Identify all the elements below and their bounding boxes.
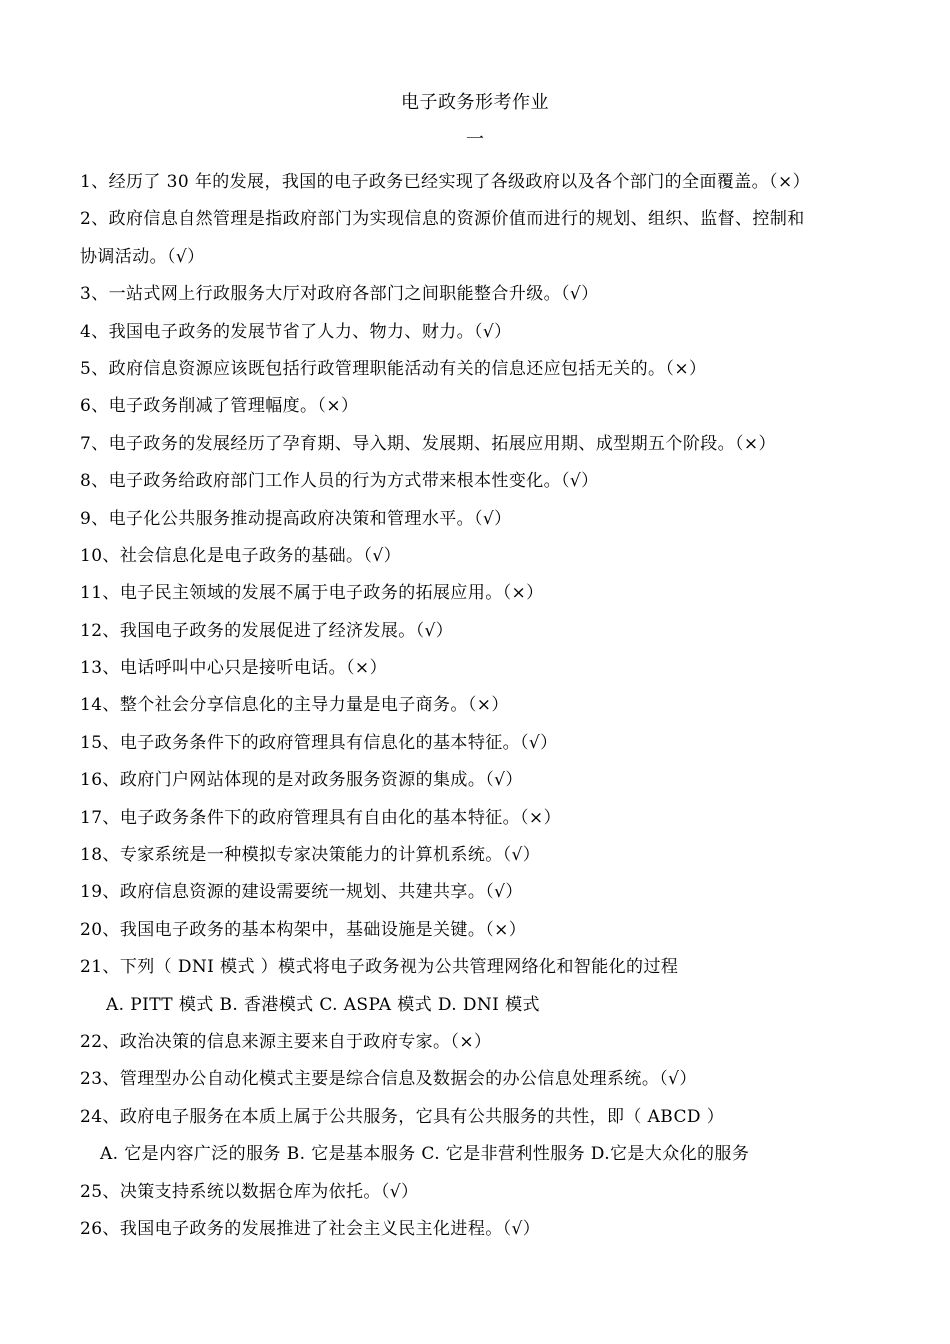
section-number: 一 [466,129,484,150]
question-16: 16、政府门户网站体现的是对政务服务资源的集成。（√） [80,770,523,791]
question-12: 12、我国电子政务的发展促进了经济发展。（√） [80,620,454,641]
question-10: 10、社会信息化是电子政务的基础。（√） [80,545,401,566]
question-list [80,164,880,1248]
question-14: 14、整个社会分享信息化的主导力量是电子商务。（×） [80,695,509,716]
question-5: 5、政府信息资源应该既包括行政管理职能活动有关的信息还应包括无关的。（×） [80,358,707,379]
question-23: 23、管理型办公自动化模式主要是综合信息及数据会的办公信息处理系统。（√） [80,1069,697,1090]
question-6: 6、电子政务削减了管理幅度。（×） [80,396,359,417]
question-15: 15、电子政务条件下的政府管理具有信息化的基本特征。（√） [80,732,558,753]
question-21-options: A. PITT 模式 B. 香港模式 C. ASPA 模式 D. DNI 模式 [106,994,540,1015]
question-8: 8、电子政务给政府部门工作人员的行为方式带来根本性变化。（√） [80,471,599,492]
question-1: 1、经历了 30 年的发展，我国的电子政务已经实现了各级政府以及各个部门的全面覆盖。（×） [80,172,810,192]
question-21: 21、下列（ DNI 模式 ）模式将电子政务视为公共管理网络化和智能化的过程 [80,957,679,978]
question-20: 20、我国电子政务的基本构架中，基础设施是关键。（×） [80,919,527,940]
document-title: 电子政务形考作业 [401,92,549,113]
question-25: 25、决策支持系统以数据仓库为依托。（√） [80,1181,419,1202]
question-24: 24、政府电子服务在本质上属于公共服务，它具有公共服务的共性，即（ ABCD ） [80,1106,725,1127]
question-13: 13、电话呼叫中心只是接听电话。（×） [80,658,387,679]
question-19: 19、政府信息资源的建设需要统一规划、共建共享。（√） [80,882,523,903]
question-11: 11、电子民主领域的发展不属于电子政务的拓展应用。（×） [80,583,544,604]
question-24-options: A. 它是内容广泛的服务 B. 它是基本服务 C. 它是非营利性服务 D.它是大众化的服务 [100,1144,750,1165]
question-26: 26、我国电子政务的发展推进了社会主义民主化进程。（√） [80,1218,541,1239]
question-17: 17、电子政务条件下的政府管理具有自由化的基本特征。（×） [80,807,561,828]
question-7: 7、电子政务的发展经历了孕育期、导入期、发展期、拓展应用期、成型期五个阶段。（×） [80,433,776,454]
question-3: 3、一站式网上行政服务大厅对政府各部门之间职能整合升级。（√） [80,284,599,305]
question-4: 4、我国电子政务的发展节省了人力、物力、财力。（√） [80,321,512,342]
question-2-continued: 协调活动。（√） [80,246,205,267]
question-22: 22、政治决策的信息来源主要来自于政府专家。（×） [80,1031,492,1052]
question-18: 18、专家系统是一种模拟专家决策能力的计算机系统。（√） [80,845,541,866]
question-9: 9、电子化公共服务推动提高政府决策和管理水平。（√） [80,508,512,529]
question-2: 2、政府信息自然管理是指政府部门为实现信息的资源价值而进行的规划、组织、监督、控制和 [80,209,805,230]
